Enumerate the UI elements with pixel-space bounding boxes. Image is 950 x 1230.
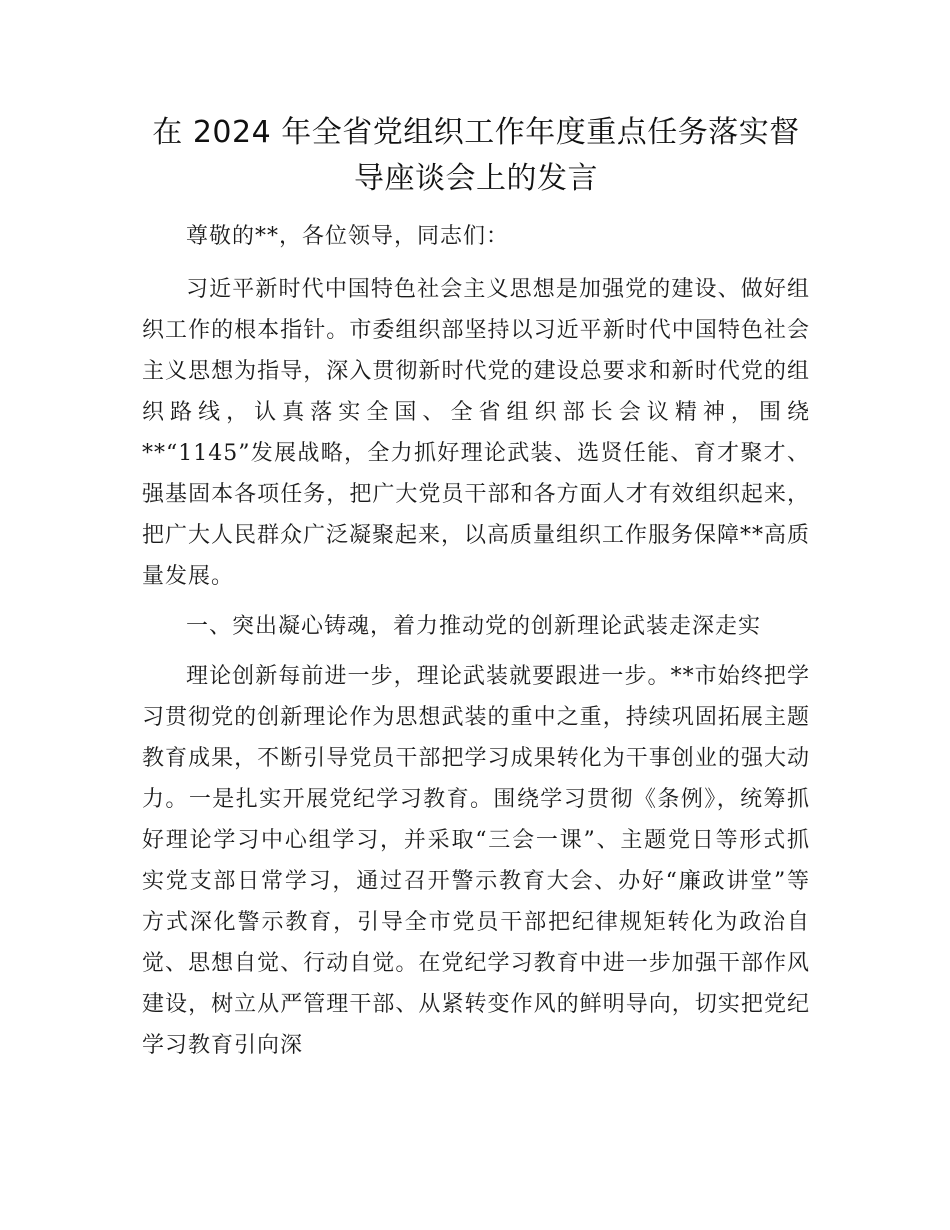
document-body <box>142 216 810 1066</box>
document-title <box>142 110 810 202</box>
section-heading: 一、突出凝心铸魂，着力推动党的创新理论武装走深走实 <box>186 614 762 639</box>
salutation-paragraph: 尊敬的**，各位领导，同志们： <box>186 224 510 249</box>
body-paragraph: 理论创新每前进一步，理论武装就要跟进一步。**市始终把学习贯彻党的创新理论作为思想武装的重中之重，持续巩固拓展主题教育成果，不断引导党员干部把学习成果转化为干事创业的强大动力。一是扎实开展党纪学习教育。围绕学习贯彻《条例》，统筹抓好理论学习中心组学习，并采取“三会一课”、主题党日等形式抓实党支部日常学习，通过召开警示教育大会、办好“廉政讲堂”等方式深化警示教育，引导全市党员干部把纪律规矩转化为政治自觉、思想自觉、行动自觉。在党纪学习教育中进一步加强干部作风建设，树立从严管理干部、从紧转变作风的鲜明导向，切实把党纪学习教育引向深 <box>142 664 810 1058</box>
document-page <box>142 110 810 1066</box>
title-line-1: 在 2024 年全省党组织工作年度重点任务落实督 <box>152 115 800 150</box>
intro-paragraph: 习近平新时代中国特色社会主义思想是加强党的建设、做好组织工作的根本指针。市委组织部坚持以习近平新时代中国特色社会主义思想为指导，深入贯彻新时代党的建设总要求和新时代党的组织路线，认真落实全国、全省组织部长会议精神，围绕**“1145”发展战略，全力抓好理论武装、选贤任能、育才聚才、强基固本各项任务，把广大党员干部和各方面人才有效组织起来，把广大人民群众广泛凝聚起来，以高质量组织工作服务保障**高质量发展。 <box>142 277 811 589</box>
title-line-2: 导座谈会上的发言 <box>354 161 598 196</box>
